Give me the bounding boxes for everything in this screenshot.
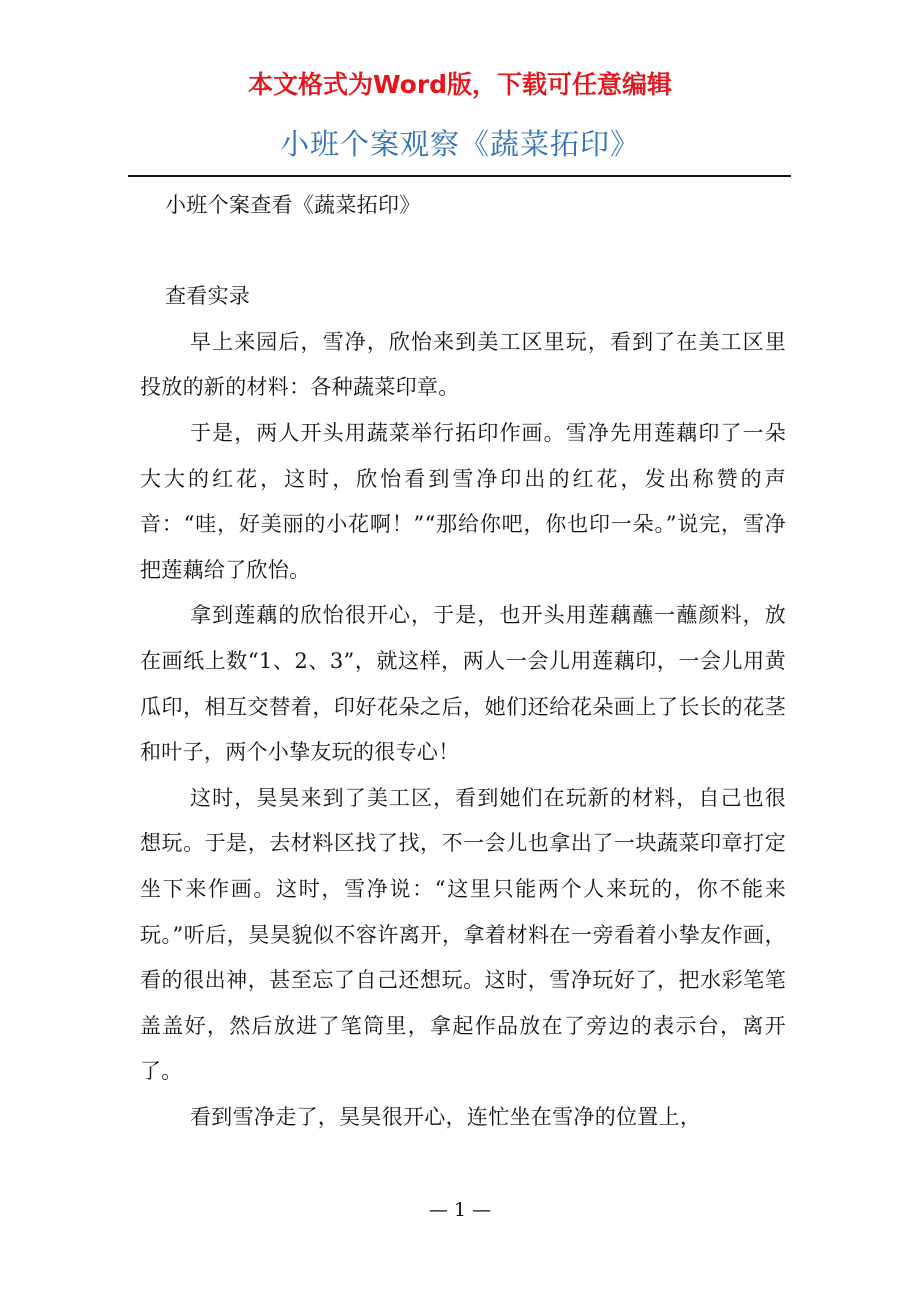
document-title: 小班个案观察《蔬菜拓印》 <box>279 127 640 161</box>
download-notice-banner: 本文格式为Word版，下载可任意编辑 <box>247 70 673 99</box>
document-subtitle: 小班个案查看《蔬菜拓印》 <box>165 193 421 217</box>
blank-line <box>140 229 786 275</box>
page-number: — 1 — <box>428 1199 492 1221</box>
body-paragraph: 早上来园后，雪净，欣怡来到美工区里玩，看到了在美工区里投放的新的材料：各种蔬菜印章。 <box>140 329 786 400</box>
body-paragraph: 看到雪净走了，昊昊很开心，连忙坐在雪净的位置上， <box>190 1104 702 1129</box>
section-heading: 查看实录 <box>165 284 251 309</box>
body-paragraph: 拿到莲藕的欣怡很开心，于是，也开头用莲藕蘸一蘸颜料，放在画纸上数“1、2、3”，就这样，两人一会儿用莲藕印，一会儿用黄瓜印，相互交替着，印好花朵之后，她们还给花朵画上了长长的花茎和叶子，两个小挚友玩的很专心！ <box>140 603 786 765</box>
document-body <box>140 183 786 1140</box>
body-paragraph: 于是，两人开头用蔬菜举行拓印作画。雪净先用莲藕印了一朵大大的红花，这时，欣怡看到雪净印出的红花，发出称赞的声音：“哇，好美丽的小花啊！”“那给你吧，你也印一朵。”说完，雪净把莲藕给了欣怡。 <box>140 420 786 582</box>
title-divider <box>128 175 791 177</box>
body-paragraph: 这时，昊昊来到了美工区，看到她们在玩新的材料，自己也很想玩。于是，去材料区找了找，不一会儿也拿出了一块蔬菜印章打定坐下来作画。这时，雪净说：“这里只能两个人来玩的，你不能来玩。”听后，昊昊貌似不容许离开，拿着材料在一旁看着小挚友作画，看的很出神，甚至忘了自己还想玩。这时，雪净玩好了，把水彩笔笔盖盖好，然后放进了笔筒里，拿起作品放在了旁边的表示台，离开了。 <box>140 785 786 1084</box>
